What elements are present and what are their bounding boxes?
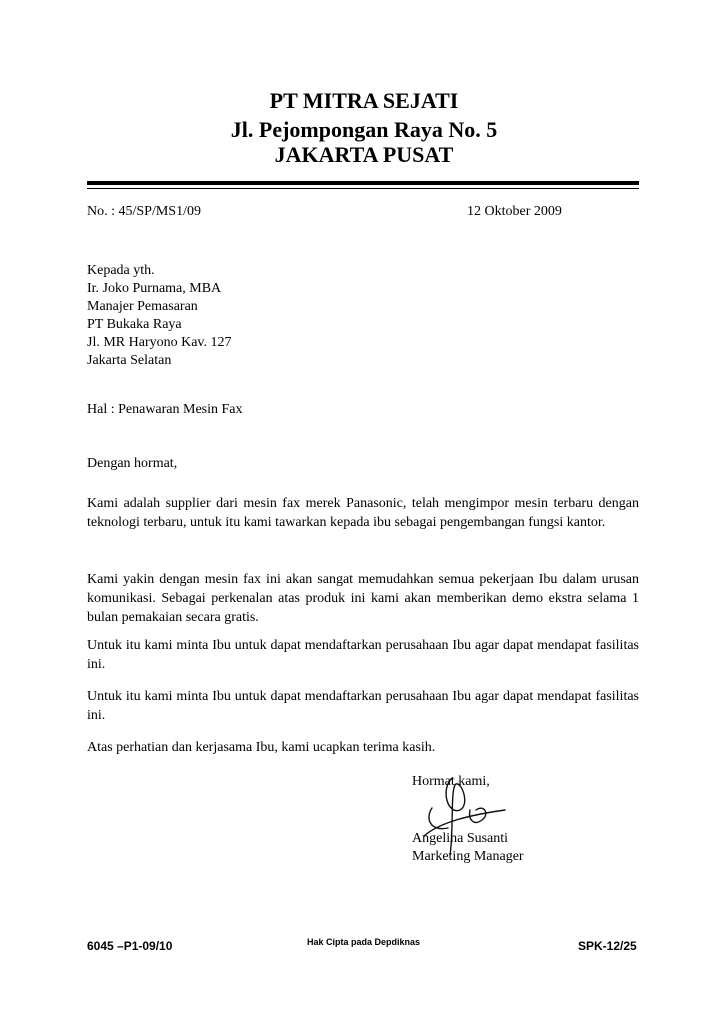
salutation: Dengan hormat,: [87, 456, 178, 471]
signature-greeting: Hormat kami,: [412, 774, 490, 789]
recipient-block: [87, 262, 232, 370]
company-name: PT MITRA SEJATI: [269, 88, 459, 113]
letter-number: No. : 45/SP/MS1/09: [87, 204, 201, 219]
footer-right: SPK-12/25: [578, 939, 637, 953]
body-paragraph: Kami adalah supplier dari mesin fax merek Panasonic, telah mengimpor mesin terbaru dengan teknologi terbaru, untuk itu kami tawarkan kepada ibu sebagai pengembangan fungsi kantor.: [87, 496, 639, 530]
signer-name: Angelina Susanti: [412, 831, 509, 846]
subject-line: Hal : Penawaran Mesin Fax: [87, 402, 243, 417]
body-paragraph: Untuk itu kami minta Ibu untuk dapat mendaftarkan perusahaan Ibu agar dapat mendapat fasilitas ini.: [87, 638, 639, 672]
recipient-line: Jakarta Selatan: [87, 353, 172, 368]
signer-title: Marketing Manager: [412, 849, 524, 864]
company-street: Jl. Pejompongan Raya No. 5: [230, 117, 498, 142]
body-paragraph: Kami yakin dengan mesin fax ini akan sangat memudahkan semua pekerjaan Ibu dalam urusan komunikasi. Sebagai perkenalan atas produk ini kami akan memberikan demo ekstra selama 1 bulan pemakaian secara gratis.: [87, 572, 639, 625]
recipient-line: PT Bukaka Raya: [87, 317, 182, 332]
recipient-line: Kepada yth.: [87, 263, 155, 278]
letter-date: 12 Oktober 2009: [467, 204, 562, 219]
header-rule-thin: [87, 188, 639, 189]
recipient-line: Jl. MR Haryono Kav. 127: [87, 335, 232, 350]
recipient-line: Ir. Joko Purnama, MBA: [87, 281, 222, 296]
company-city: JAKARTA PUSAT: [274, 142, 454, 167]
footer-center: Hak Cipta pada Depdiknas: [307, 937, 421, 947]
body-paragraph: Untuk itu kami minta Ibu untuk dapat mendaftarkan perusahaan Ibu agar dapat mendapat fasilitas ini.: [87, 689, 639, 723]
recipient-line: Manajer Pemasaran: [87, 299, 198, 314]
closing-line: Atas perhatian dan kerjasama Ibu, kami ucapkan terima kasih.: [87, 740, 436, 755]
header-rule-thick: [87, 181, 639, 185]
footer-left: 6045 –P1-09/10: [87, 939, 173, 953]
